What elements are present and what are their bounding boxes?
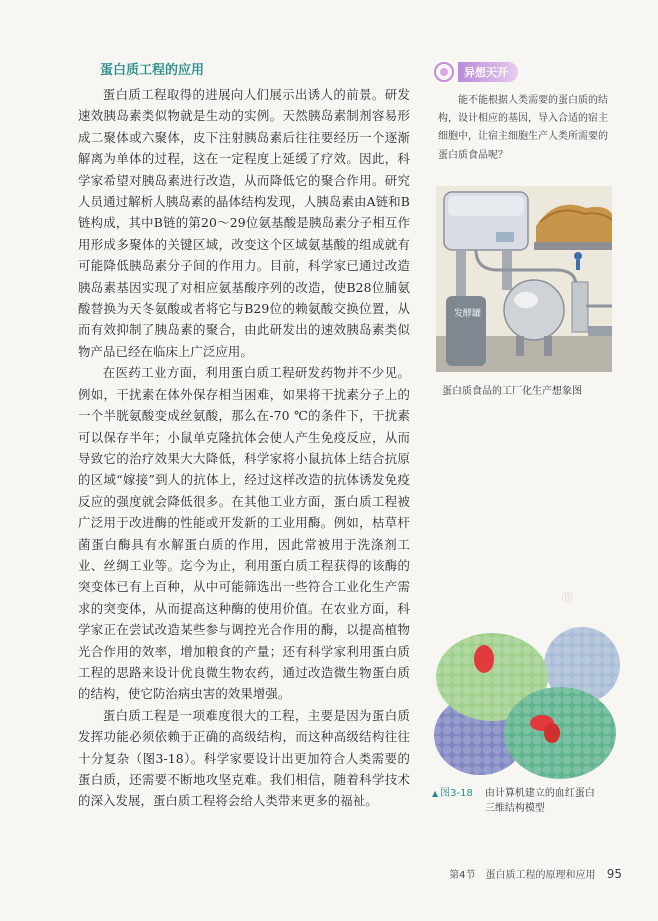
- sidebar: [430, 60, 620, 165]
- paragraph-1: 蛋白质工程取得的进展向人们展示出诱人的前景。研发速效胰岛素类似物就是生动的实例。天然胰岛素制剂容易形成二聚体或六聚体，皮下注射胰岛素后往往要经历一个逐渐解离为单体的过程，这在一定程度上延缓了疗效。因此，科学家希望对胰岛素进行改造，从而降低它的聚合作用。研究人员通过解析人胰岛素的晶体结构发现，人胰岛素由A链和B链构成，其中B链的第20～29位氨基酸是胰岛素分子相互作用形成多聚体的关键区域，改变这个区域氨基酸的组成就有可能降低胰岛素分子间的作用力。目前，科学家已通过改造胰岛素基因实现了对相应氨基酸序列的改造，使B28位脯氨酸替换为天冬氨酸或者将它与B29位的赖氨酸交换位置，从而有效抑制了胰岛素的聚合，由此研发出的速效胰岛素类似物产品已经在临床上广泛应用。: [78, 87, 410, 359]
- figure-number: ▲ 图3-18: [432, 786, 473, 816]
- badge-label: 异想天开: [458, 62, 518, 82]
- sidebar-badge: [434, 60, 620, 84]
- factory-drawing: [436, 186, 612, 372]
- watermark: ®: [560, 590, 574, 606]
- factory-illustration: [436, 186, 612, 372]
- factory-caption: 蛋白质食品的工厂化生产想象图: [442, 386, 582, 397]
- protein-drawing: [432, 625, 620, 785]
- idea-icon: [434, 62, 454, 82]
- paragraph-3: 蛋白质工程是一项难度很大的工程，主要是因为蛋白质发挥功能必须依赖于正确的高级结构，而这种高级结构往往十分复杂（图3-18）。科学家要设计出更加符合人类需要的蛋白质，还需要不断地攻坚克难。我们相信，随着科学技术的深入发展，蛋白质工程将会给人类带来更多的福祉。: [78, 707, 410, 809]
- paragraph-2: 在医药工业方面，利用蛋白质工程研发药物并不少见。例如，干扰素在体外保存相当困难，如果将干扰素分子上的一个半胱氨酸变成丝氨酸，那么在-70 ℃的条件下，干扰素可以保存半年；小鼠单克隆抗体会使人产生免疫反应，从而导致它的治疗效果大大降低，科学家将小鼠抗体上结合抗原的区域“嫁接”到人的抗体上，经过这样改造的抗体诱发免疫反应的强度就会降低很多。在其他工业方面，蛋白质工程被广泛用于改进酶的性能或开发新的工业用酶。例如，枯草杆菌蛋白酶具有水解蛋白质的作用，因此常被用于洗涤剂工业、丝绸工业等。迄今为止，利用蛋白质工程获得的该酶的突变体已有上百种，从中可能筛选出一些符合工业化生产需求的突变体，从而提高这种酶的使用价值。在农业方面，科学家正在尝试改造某些参与调控光合作用的酶，以提高植物光合作用的效率，增加粮食的产量；还有科学家利用蛋白质工程的思路来设计优良微生物农药，通过改造微生物蛋白质的结构，使它防治病虫害的效果增强。: [78, 365, 410, 702]
- page-footer: [402, 866, 622, 881]
- hemoglobin-model-image: [432, 625, 620, 785]
- page-number: 95: [606, 867, 622, 881]
- sidebar-question: 能不能根据人类需要的蛋白质的结构，设计相应的基因，导入合适的宿主细胞中，让宿主细胞生产人类所需要的蛋白质食品呢？: [438, 95, 608, 161]
- fermenter-label: 发酵罐: [454, 309, 482, 319]
- section-title: 蛋白质工程的应用: [100, 63, 205, 78]
- main-column: [78, 62, 410, 812]
- figure-caption-text: 由计算机建立的血红蛋白三维结构模型: [484, 788, 595, 814]
- footer-section: 第4节 蛋白质工程的原理和应用: [449, 870, 596, 881]
- figure-caption: [432, 786, 622, 816]
